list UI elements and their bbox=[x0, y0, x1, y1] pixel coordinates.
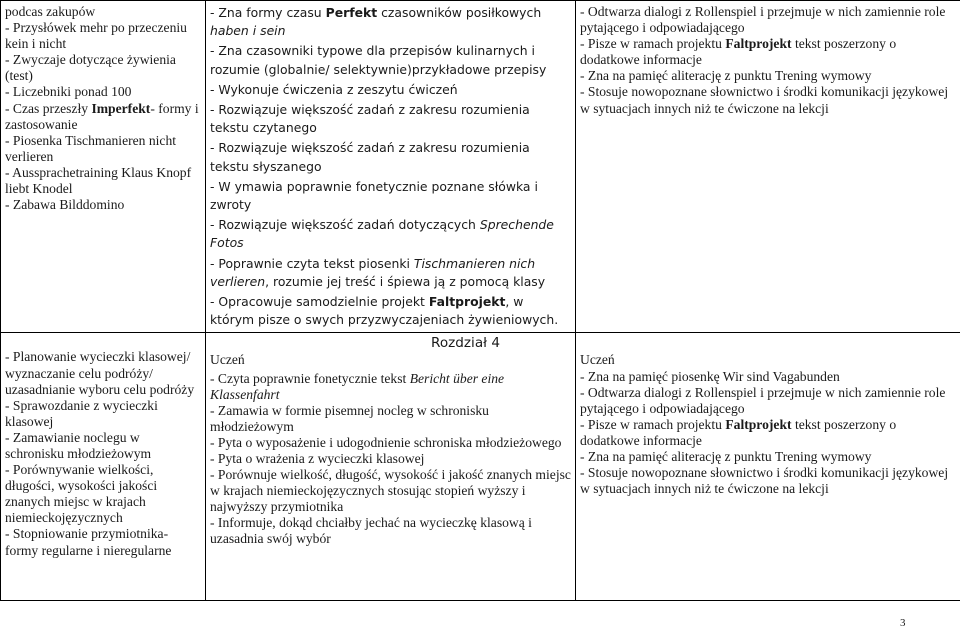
table-row bbox=[1, 1, 960, 333]
topic-item: - Piosenka Tischmanieren nicht verlieren bbox=[5, 132, 177, 164]
requirement-item: - Odtwarza dialogi z Rollenspiel i przejmuje w nich zamiennie role pytającego i odpowiadającego bbox=[580, 4, 946, 36]
topic-item: - Przysłówek mehr po przeczeniu kein i nicht bbox=[5, 20, 187, 52]
requirement-item: - Zna formy czasu Perfekt czasowników posiłkowych haben i sein bbox=[210, 5, 542, 39]
requirement-item: - Pisze w ramach projektu Faltprojekt tekst poszerzony o dodatkowe informacje bbox=[580, 36, 897, 68]
requirement-item: - Wykonuje ćwiczenia z zeszytu ćwiczeń bbox=[210, 81, 458, 97]
extended-requirements-cell bbox=[576, 333, 960, 601]
page-number: 3 bbox=[900, 617, 906, 629]
requirement-item: - Zna na pamięć piosenkę Wir sind Vagabunden bbox=[580, 368, 840, 384]
student-label: Uczeń bbox=[580, 352, 615, 368]
requirement-item: - W ymawia poprawnie fonetycznie poznane słówka i zwroty bbox=[210, 178, 538, 213]
requirement-item: - Opracowuje samodzielnie projekt Faltprojekt, w którym pisze o swych przyzwyczajeniach żywieniowych. bbox=[210, 294, 559, 328]
topic-item: - Czas przeszły Imperfekt- formy i zastosowanie bbox=[5, 100, 199, 132]
requirement-item: - Zna na pamięć aliterację z punktu Trening wymowy bbox=[580, 68, 872, 84]
requirement-item: - Pisze w ramach projektu Faltprojekt tekst poszerzony o dodatkowe informacje bbox=[580, 416, 897, 448]
topic-item: - Aussprachetraining Klaus Knopf liebt Knodel bbox=[5, 164, 192, 197]
topic-item: - Sprawozdanie z wycieczki klasowej bbox=[5, 397, 158, 429]
topic-item: - Zabawa Bilddomino bbox=[5, 197, 125, 213]
topics-cell bbox=[1, 333, 206, 601]
requirement-item: - Czyta poprawnie fonetycznie tekst Bericht über eine Klassenfahrt bbox=[210, 370, 505, 402]
topic-item: - Porównywanie wielkości, długości, wysokości jakości znanych miejsc w krajach niemieckojęzycznych bbox=[5, 462, 158, 526]
topic-item: podcas zakupów bbox=[5, 4, 96, 19]
extended-requirements-cell bbox=[576, 1, 960, 333]
requirement-item: - Stosuje nowopoznane słownictwo i środki komunikacji językowej w sytuacjach innych niż te ćwiczone na lekcji bbox=[580, 84, 949, 116]
student-label: Uczeń bbox=[210, 352, 245, 368]
basic-requirements-cell bbox=[206, 1, 576, 333]
topic-item: - Zamawianie noclegu w schronisku młodzieżowym bbox=[5, 429, 152, 462]
topic-item: - Stopniowanie przymiotnika- formy regularne i nieregularne bbox=[5, 526, 172, 558]
requirement-item: - Zna na pamięć aliterację z punktu Trening wymowy bbox=[580, 449, 872, 465]
requirement-item: - Stosuje nowopoznane słownictwo i środki komunikacji językowej w sytuacjach innych niż te ćwiczone na lekcji bbox=[580, 465, 949, 497]
topic-item: - Liczebniki ponad 100 bbox=[5, 84, 132, 100]
requirement-item: - Zna czasowniki typowe dla przepisów kulinarnych i rozumie (globalnie/ selektywnie)przykładowe przepisy bbox=[210, 43, 547, 77]
basic-requirements-cell bbox=[206, 333, 576, 601]
requirement-item: - Zamawia w formie pisemnej nocleg w schronisku młodzieżowym bbox=[210, 402, 489, 434]
requirement-item: - Poprawnie czyta tekst piosenki Tischmanieren nich verlieren, rozumie jej treść i śpiewa ją z pomocą klasy bbox=[210, 255, 546, 289]
topics-cell bbox=[1, 1, 206, 333]
topic-item: - Zwyczaje dotyczące żywienia (test) bbox=[5, 52, 176, 84]
requirement-item: - Pyta o wrażenia z wycieczki klasowej bbox=[210, 451, 425, 467]
requirement-item: - Odtwarza dialogi z Rollenspiel i przejmuje w nich zamiennie role pytającego i odpowiadającego bbox=[580, 384, 946, 416]
requirement-item: - Rozwiązuje większość zadań dotyczących Sprechende Fotos bbox=[210, 217, 554, 251]
table-row bbox=[1, 333, 960, 601]
requirement-item: - Informuje, dokąd chciałby jechać na wycieczkę klasową i uzasadnia swój wybór bbox=[210, 515, 532, 547]
topic-item: - Planowanie wycieczki klasowej/ wyznaczanie celu podróży/ uzasadnianie wyboru celu podróży bbox=[5, 349, 195, 397]
bold-term: Imperfekt bbox=[91, 100, 151, 116]
requirement-item: - Pyta o wyposażenie i udogodnienie schroniska młodzieżowego bbox=[210, 434, 562, 450]
requirement-item: - Rozwiązuje większość zadań z zakresu rozumienia tekstu czytanego bbox=[210, 102, 530, 136]
requirement-item: - Porównuje wielkość, długość, wysokość i jakość znanych miejsc w krajach niemieckojęzycznych stosując stopień wyższy i najwyższy przymiotnika bbox=[210, 467, 571, 515]
requirement-item: - Rozwiązuje większość zadań z zakresu rozumienia tekstu słyszanego bbox=[210, 140, 530, 174]
chapter-heading: Rozdział 4 bbox=[431, 335, 500, 352]
